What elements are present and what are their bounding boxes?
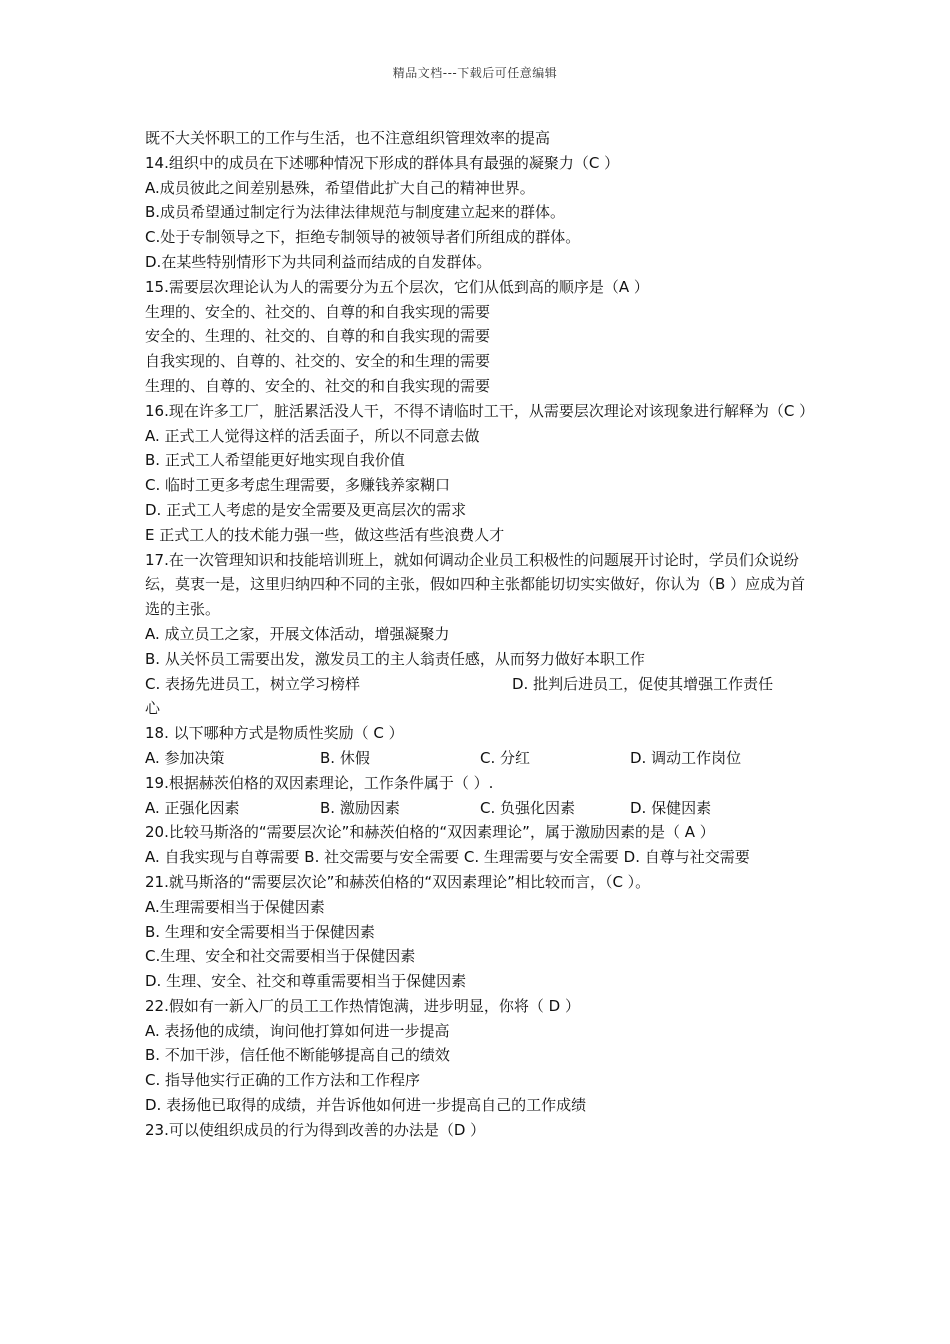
option-b: B. 休假 bbox=[320, 748, 370, 767]
option-b: B.成员希望通过制定行为法律法律规范与制度建立起来的群体。 bbox=[145, 203, 566, 222]
option-c: C. 临时工更多考虑生理需要，多赚钱养家糊口 bbox=[145, 476, 451, 495]
option-d: D. 调动工作岗位 bbox=[630, 748, 742, 767]
option-line: 生理的、安全的、社交的、自尊的和自我实现的需要 bbox=[145, 302, 491, 321]
option-d: D.在某些特别情形下为共同利益而结成的自发群体。 bbox=[145, 252, 492, 271]
text-line: 心 bbox=[145, 699, 161, 718]
option-a: A. 正式工人觉得这样的活丢面子，所以不同意去做 bbox=[145, 426, 480, 445]
text-line: 既不大关怀职工的工作与生活，也不注意组织管理效率的提高 bbox=[145, 129, 551, 147]
option-d: D. 批判后进员工，促使其增强工作责任 bbox=[512, 674, 774, 693]
question-14: 14.组织中的成员在下述哪种情况下形成的群体具有最强的凝聚力（C ） bbox=[145, 153, 620, 172]
option-a: A.成员彼此之间差别悬殊，希望借此扩大自己的精神世界。 bbox=[145, 178, 535, 197]
option-d: D. 正式工人考虑的是安全需要及更高层次的需求 bbox=[145, 500, 467, 519]
option-b: B. 正式工人希望能更好地实现自我价值 bbox=[145, 451, 405, 470]
option-line: 生理的、自尊的、安全的、社交的和自我实现的需要 bbox=[145, 376, 491, 395]
question-15: 15.需要层次理论认为人的需要分为五个层次，它们从低到高的顺序是（A ） bbox=[145, 277, 649, 296]
question-23: 23.可以使组织成员的行为得到改善的办法是（D ） bbox=[145, 1120, 486, 1139]
option-line: 安全的、生理的、社交的、自尊的和自我实现的需要 bbox=[145, 327, 491, 346]
option-c: C. 表扬先进员工，树立学习榜样 bbox=[145, 674, 361, 693]
option-b: B. 生理和安全需要相当于保健因素 bbox=[145, 922, 375, 941]
question-22: 22.假如有一新入厂的员工工作热情饱满，进步明显，你将（ D ） bbox=[145, 996, 580, 1015]
option-a: A.生理需要相当于保健因素 bbox=[145, 897, 325, 916]
option-d: D. 保健因素 bbox=[630, 798, 712, 817]
option-line: 自我实现的、自尊的、社交的、安全的和生理的需要 bbox=[145, 352, 491, 371]
page-header: 精品文档---下载后可任意编辑 bbox=[392, 66, 558, 80]
options-row-18 bbox=[145, 746, 810, 771]
options-20: A. 自我实现与自尊需要 B. 社交需要与安全需要 C. 生理需要与安全需要 D. 自尊与社交需要 bbox=[145, 848, 750, 867]
option-d: D. 表扬他已取得的成绩，并告诉他如何进一步提高自己的工作成绩 bbox=[145, 1096, 587, 1115]
option-a: A. 表扬他的成绩，询问他打算如何进一步提高 bbox=[145, 1021, 450, 1040]
option-row-cd bbox=[145, 672, 810, 697]
question-19: 19.根据赫茨伯格的双因素理论，工作条件属于（ ）. bbox=[145, 773, 494, 792]
option-a: A. 参加决策 bbox=[145, 748, 225, 767]
option-a: A. 正强化因素 bbox=[145, 798, 240, 817]
document-body bbox=[145, 126, 815, 1143]
question-18: 18. 以下哪种方式是物质性奖励（ C ） bbox=[145, 724, 404, 743]
question-20: 20.比较马斯洛的“需要层次论”和赫茨伯格的“双因素理论”，属于激励因素的是（ A ） bbox=[145, 823, 715, 842]
option-c: C. 指导他实行正确的工作方法和工作程序 bbox=[145, 1071, 421, 1090]
option-c: C.生理、安全和社交需要相当于保健因素 bbox=[145, 947, 416, 966]
question-16: 16.现在许多工厂，脏活累活没人干，不得不请临时工干，从需要层次理论对该现象进行解释为（C ） bbox=[145, 401, 815, 420]
option-b: B. 不加干涉，信任他不断能够提高自己的绩效 bbox=[145, 1046, 450, 1065]
option-e: E 正式工人的技术能力强一些，做这些活有些浪费人才 bbox=[145, 525, 505, 544]
option-a: A. 成立员工之家，开展文体活动，增强凝聚力 bbox=[145, 624, 450, 643]
option-c: C. 负强化因素 bbox=[480, 798, 576, 817]
option-d: D. 生理、安全、社交和尊重需要相当于保健因素 bbox=[145, 972, 467, 991]
option-b: B. 激励因素 bbox=[320, 798, 400, 817]
question-21: 21.就马斯洛的“需要层次论”和赫茨伯格的“双因素理论”相比较而言，（C ）。 bbox=[145, 872, 651, 891]
option-c: C.处于专制领导之下，拒绝专制领导的被领导者们所组成的群体。 bbox=[145, 228, 581, 247]
question-17: 17.在一次管理知识和技能培训班上，就如何调动企业员工积极性的问题展开讨论时，学员们众说纷纭，莫衷一是，这里归纳四种不同的主张，假如四种主张都能切切实实做好，你认为（B ）应成为首选的主张。 bbox=[145, 550, 806, 619]
option-c: C. 分红 bbox=[480, 748, 531, 767]
option-b: B. 从关怀员工需要出发，激发员工的主人翁责任感，从而努力做好本职工作 bbox=[145, 649, 645, 668]
options-row-19 bbox=[145, 796, 810, 821]
